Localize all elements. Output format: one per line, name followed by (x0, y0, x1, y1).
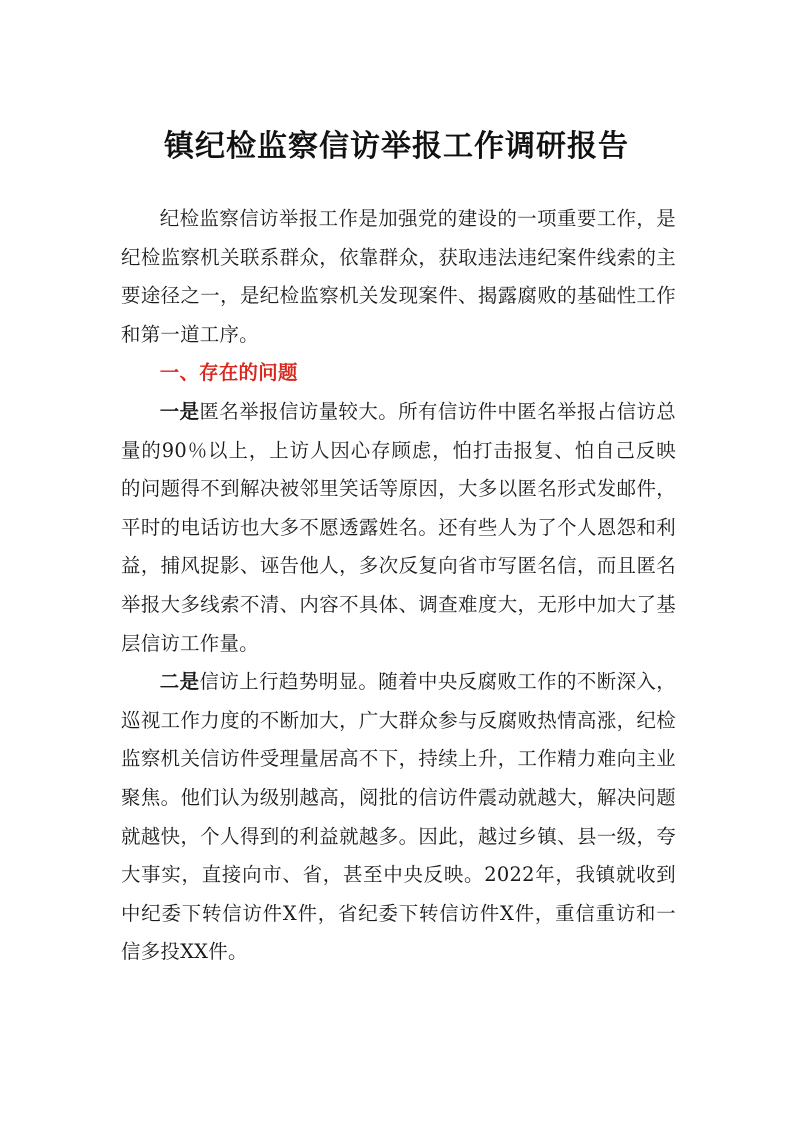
intro-paragraph: 纪检监察信访举报工作是加强党的建设的一项重要工作，是纪检监察机关联系群众，依靠群众，获取违法违纪案件线索的主要途径之一，是纪检监察机关发现案件、揭露腐败的基础性工作和第一道工序。 (121, 207, 676, 346)
paragraph-text-2: 信访上行趋势明显。随着中央反腐败工作的不断深入，巡视工作力度的不断加大，广大群众参与反腐败热情高涨，纪检监察机关信访件受理量居高不下，持续上升，工作精力难向主业聚焦。他们认为级别越高，阅批的信访件震动就越大，解决问题就越快，个人得到的利益就越多。因此，越过乡镇、县一级，夸大事实，直接向市、省，甚至中央反映。2022年，我镇就收到中纪委下转信访件X件，省纪委下转信访件X件，重信重访和一信多投XX件。 (121, 670, 677, 964)
document-body (121, 200, 676, 972)
paragraph-lead-2: 二是 (159, 670, 200, 694)
document-title: 镇纪检监察信访举报工作调研报告 (164, 129, 629, 164)
paragraph-text-1: 匿名举报信访量较大。所有信访件中匿名举报占信访总量的90％以上，上访人因心存顾虑，怕打击报复、怕自己反映的问题得不到解决被邻里笑话等原因，大多以匿名形式发邮件，平时的电话访也大多不愿透露姓名。还有些人为了个人恩怨和利益，捕风捉影、诬告他人，多次反复向省市写匿名信，而且匿名举报大多线索不清、内容不具体、调查难度大，无形中加大了基层信访工作量。 (121, 399, 677, 655)
paragraph-lead-1: 一是 (159, 399, 200, 423)
paragraph-problem-2 (121, 663, 676, 972)
paragraph-problem-1 (121, 393, 676, 663)
section-heading-problems: 一、存在的问题 (159, 361, 298, 385)
